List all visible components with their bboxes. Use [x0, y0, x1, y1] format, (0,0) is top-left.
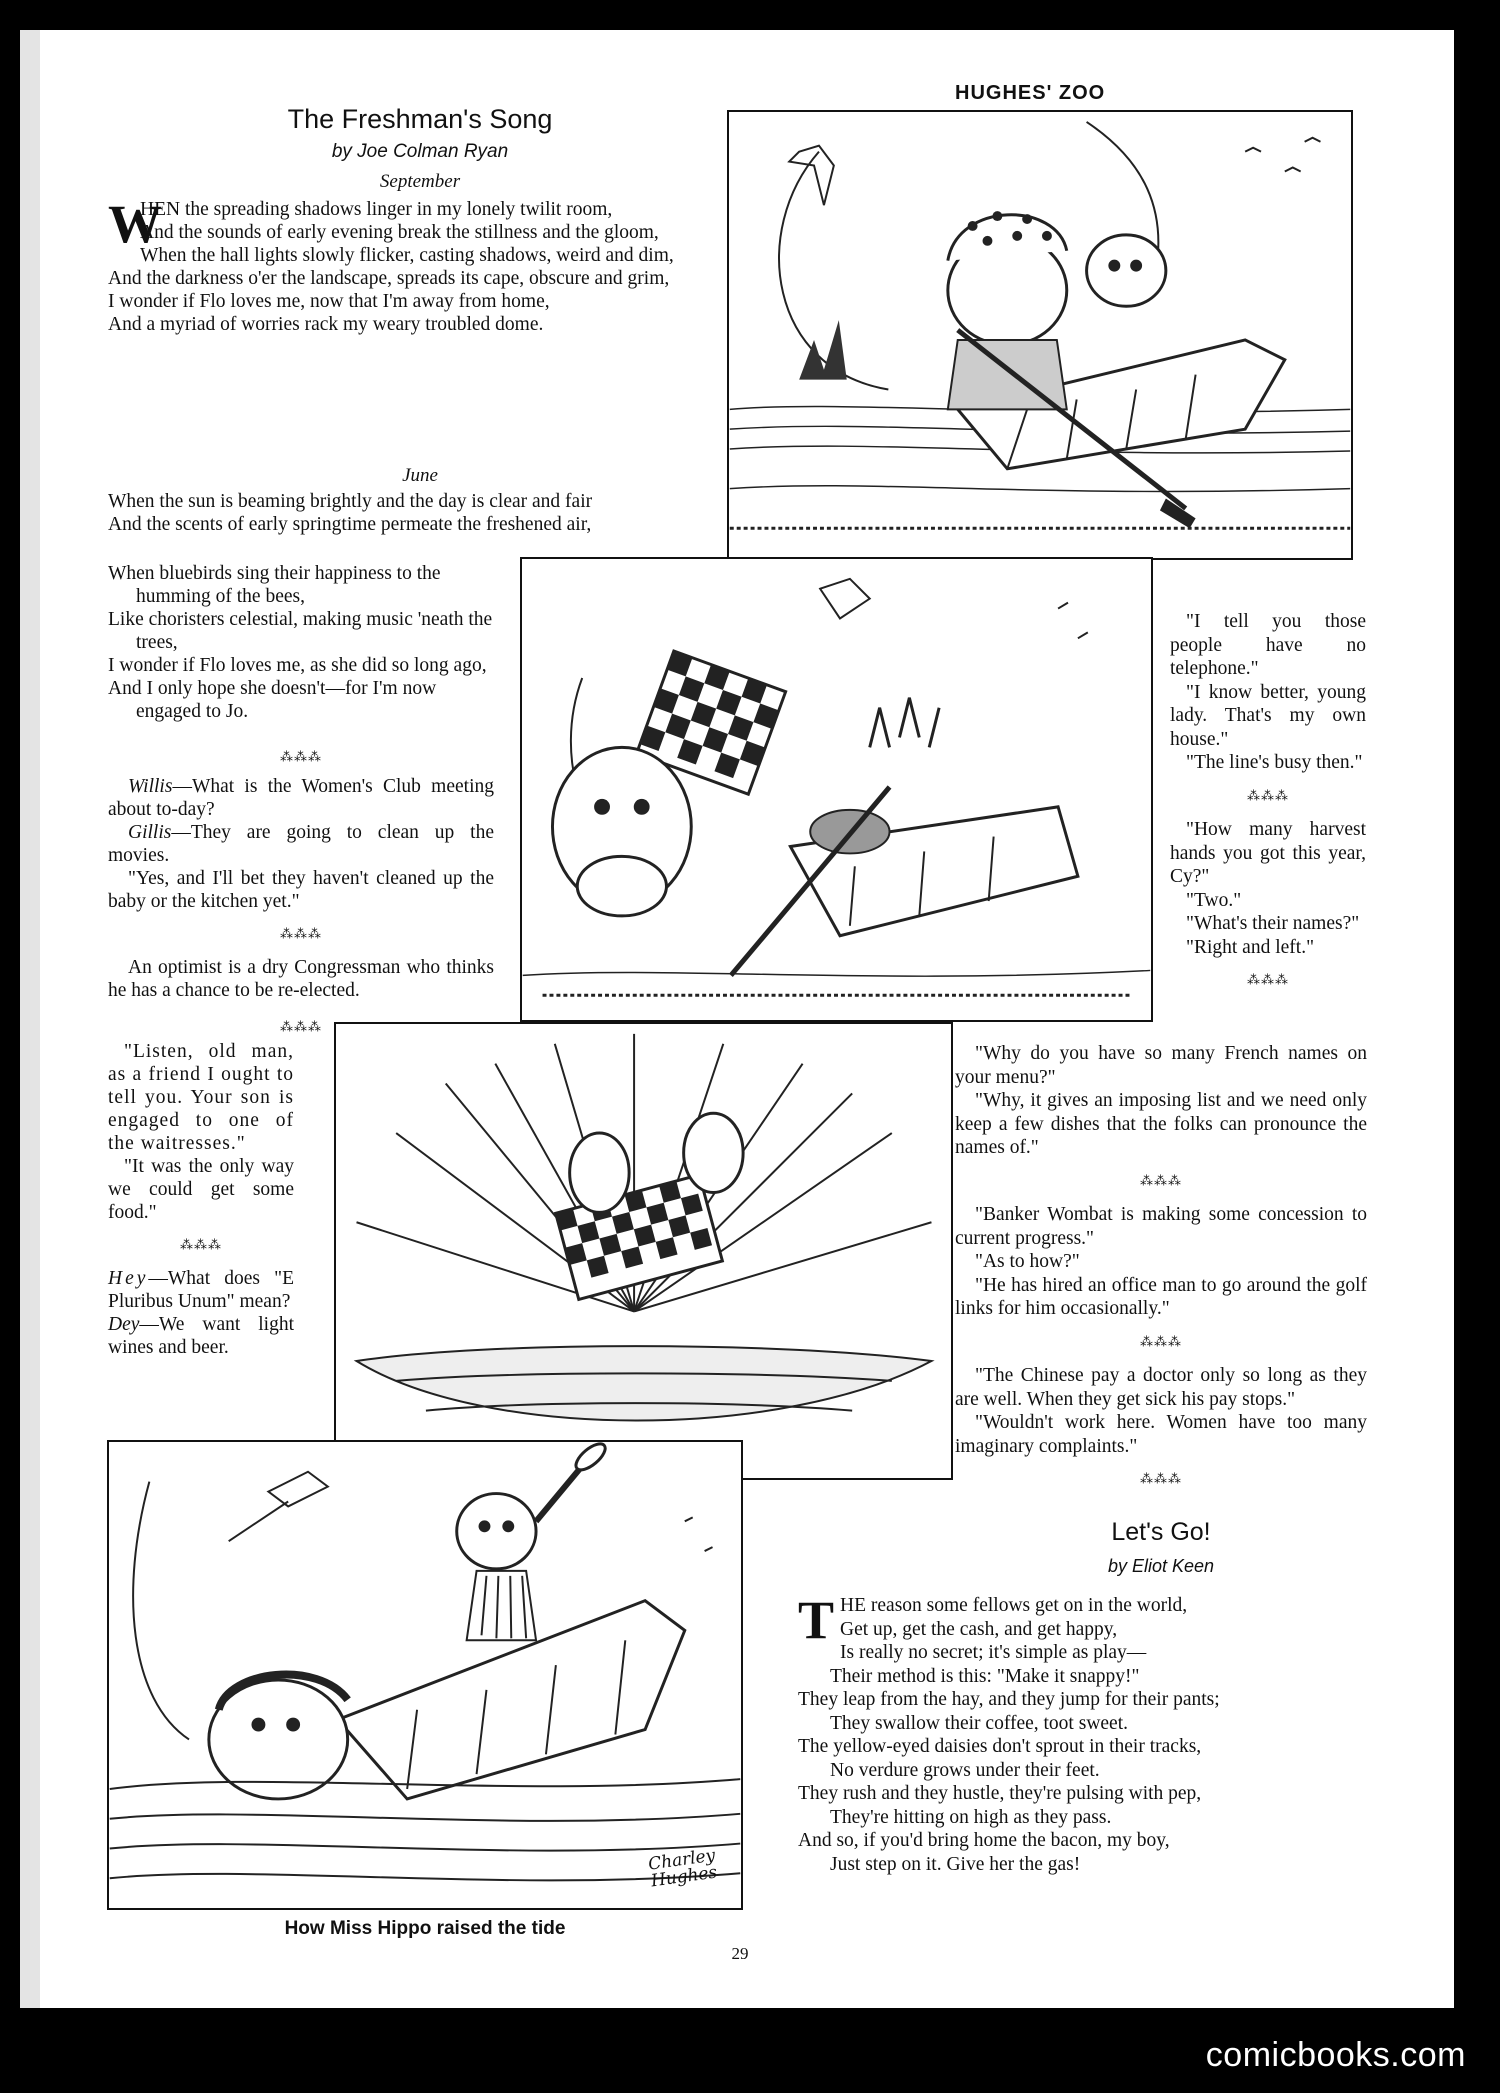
poem-line: They're hitting on high as they pass.: [830, 1806, 1112, 1828]
joke-text: "Yes, and I'll bet they haven't cleaned up the baby or the kitchen yet.": [108, 868, 494, 912]
separator-stars: ⁂⁂⁂: [280, 927, 322, 942]
poem-line: HE reason some fellows get on in the world,: [840, 1595, 1188, 1616]
poem2-body: [798, 1590, 1378, 1876]
separator-stars: ⁂⁂⁂: [1140, 1173, 1182, 1189]
drop-cap: T: [798, 1590, 835, 1650]
poem-line: And I only hope she doesn't—for I'm now engaged to Jo.: [108, 678, 437, 722]
joke-text: —We want light wines and beer.: [108, 1314, 294, 1358]
joke-text: —What is the Women's Club meeting about to-day?: [108, 776, 494, 820]
poem-line: HEN the spreading shadows linger in my lonely twilit room,: [140, 199, 613, 220]
joke-text: "I tell you those people have no telephone.": [1170, 611, 1366, 679]
poem-line: When the sun is beaming brightly and the day is clear and fair: [108, 491, 593, 512]
hippo-diving-illustration: [522, 559, 1151, 1020]
hippo-raises-tide-illustration: [109, 1442, 741, 1908]
poem-line: I wonder if Flo loves me, now that I'm away from home,: [108, 291, 550, 312]
cartoon-panel-3: [334, 1022, 953, 1480]
separator-stars: ⁂⁂⁂: [280, 1020, 322, 1035]
right-narrow-jokes: [1170, 610, 1366, 993]
joke-text: "He has hired an office man to go around the golf links for him occasionally.": [955, 1274, 1367, 1319]
poem2-author: by Eliot Keen: [1107, 1556, 1215, 1576]
splash-illustration: [336, 1024, 951, 1478]
poem-line: And the scents of early springtime permeate the freshened air,: [108, 514, 592, 535]
separator-stars: ⁂⁂⁂: [180, 1238, 222, 1253]
poem-line: The yellow-eyed daisies don't sprout in their tracks,: [798, 1736, 1202, 1757]
joke-text: "It was the only way we could get some food.": [108, 1156, 294, 1223]
poem-line: And so, if you'd bring home the bacon, my boy,: [798, 1830, 1170, 1851]
poem-stanza-june-b: [108, 562, 494, 723]
narrow-column-jokes: [108, 1040, 294, 1359]
poem-line: Get up, get the cash, and get happy,: [840, 1618, 1118, 1640]
poem-line: Like choristers celestial, making music 'neath the trees,: [108, 609, 493, 653]
hippo-rowing-illustration: [729, 112, 1351, 558]
joke-text: "Banker Wombat is making some concession to current progress.": [955, 1204, 1367, 1249]
joke-text: "The line's busy then.": [1186, 752, 1363, 773]
joke-text: "I know better, young lady. That's my own house.": [1170, 681, 1366, 750]
joke-text: "Why do you have so many French names on your menu?": [955, 1043, 1367, 1088]
section-title-september: September: [379, 171, 461, 192]
joke-text: An optimist is a dry Congressman who thinks he has a chance to be re-elected.: [108, 957, 494, 1001]
joke-text: "Two.": [1186, 889, 1242, 911]
poem-line: Just step on it. Give her the gas!: [830, 1853, 1081, 1875]
poem-line: Their method is this: "Make it snappy!": [830, 1665, 1140, 1687]
speaker-name: Gillis: [128, 822, 172, 843]
poem2-title: Let's Go!: [1111, 1518, 1211, 1546]
joke-text: —They are going to clean up the movies.: [108, 822, 494, 866]
poem-stanza-june-a: [108, 490, 716, 536]
left-jokes: [108, 746, 494, 1049]
joke-text: "Right and left.": [1186, 936, 1315, 958]
artist-signature: Charley Hughes: [647, 1845, 719, 1892]
joke-text: "What's their names?": [1186, 913, 1360, 934]
separator-stars: ⁂⁂⁂: [280, 750, 322, 765]
poem-line: And the sounds of early evening break the stillness and the gloom,: [140, 222, 659, 243]
poem-line: They rush and they hustle, they're pulsing with pep,: [798, 1783, 1202, 1804]
joke-text: "As to how?": [975, 1251, 1080, 1272]
joke-text: "Wouldn't work here. Women have too many imaginary complaints.": [955, 1412, 1367, 1457]
cartoon-panel-2: [520, 557, 1153, 1022]
page-gutter-shadow: [20, 30, 40, 2008]
cartoon-caption: How Miss Hippo raised the tide: [284, 1918, 566, 1939]
poem-title: The Freshman's Song: [287, 104, 553, 134]
poem-line: And a myriad of worries rack my weary troubled dome.: [108, 314, 544, 335]
speaker-name: Dey: [108, 1314, 140, 1335]
poem-author: by Joe Colman Ryan: [331, 141, 509, 162]
poem-line: I wonder if Flo loves me, as she did so long ago,: [108, 655, 487, 676]
page-number: 29: [731, 1944, 749, 1963]
poem-line: And the darkness o'er the landscape, spreads its cape, obscure and grim,: [108, 268, 670, 289]
joke-text: "The Chinese pay a doctor only so long as they are well. When they get sick his pay stops.": [955, 1365, 1367, 1410]
site-watermark: comicbooks.com: [1205, 2036, 1466, 2074]
right-wide-jokes: [955, 1042, 1367, 1502]
section-title-june: June: [402, 465, 438, 486]
separator-stars: ⁂⁂⁂: [1247, 973, 1289, 988]
poem-line: They swallow their coffee, toot sweet.: [830, 1712, 1129, 1734]
cartoon-panel-1: [727, 110, 1353, 560]
joke-text: "Why, it gives an imposing list and we need only keep a few dishes that the folks can pronounce the names of.": [955, 1090, 1367, 1158]
joke-text: —What does "E Pluribus Unum" mean?: [108, 1268, 294, 1312]
joke-text: "How many harvest hands you got this year, Cy?": [1170, 819, 1366, 887]
running-header: HUGHES' ZOO: [955, 82, 1106, 104]
poem-line: Is really no secret; it's simple as play—: [840, 1642, 1147, 1663]
separator-stars: ⁂⁂⁂: [1247, 788, 1289, 804]
poem-stanza-september: [108, 194, 716, 336]
speaker-name: Willis: [128, 776, 173, 797]
drop-cap: W: [108, 194, 162, 254]
poem-line: They leap from the hay, and they jump for their pants;: [798, 1689, 1220, 1710]
cartoon-panel-4: [107, 1440, 743, 1910]
joke-text: "Listen, old man, as a friend I ought to tell you. Your son is engaged to one of the waitresses.": [108, 1041, 294, 1154]
poem-line: When bluebirds sing their happiness to the humming of the bees,: [108, 563, 441, 607]
speaker-name: Hey: [108, 1268, 149, 1289]
poem-line: When the hall lights slowly flicker, casting shadows, weird and dim,: [140, 245, 674, 266]
poem-line: No verdure grows under their feet.: [830, 1759, 1100, 1781]
magazine-page: [20, 30, 1454, 2008]
separator-stars: ⁂⁂⁂: [1140, 1472, 1182, 1487]
separator-stars: ⁂⁂⁂: [1140, 1334, 1182, 1350]
